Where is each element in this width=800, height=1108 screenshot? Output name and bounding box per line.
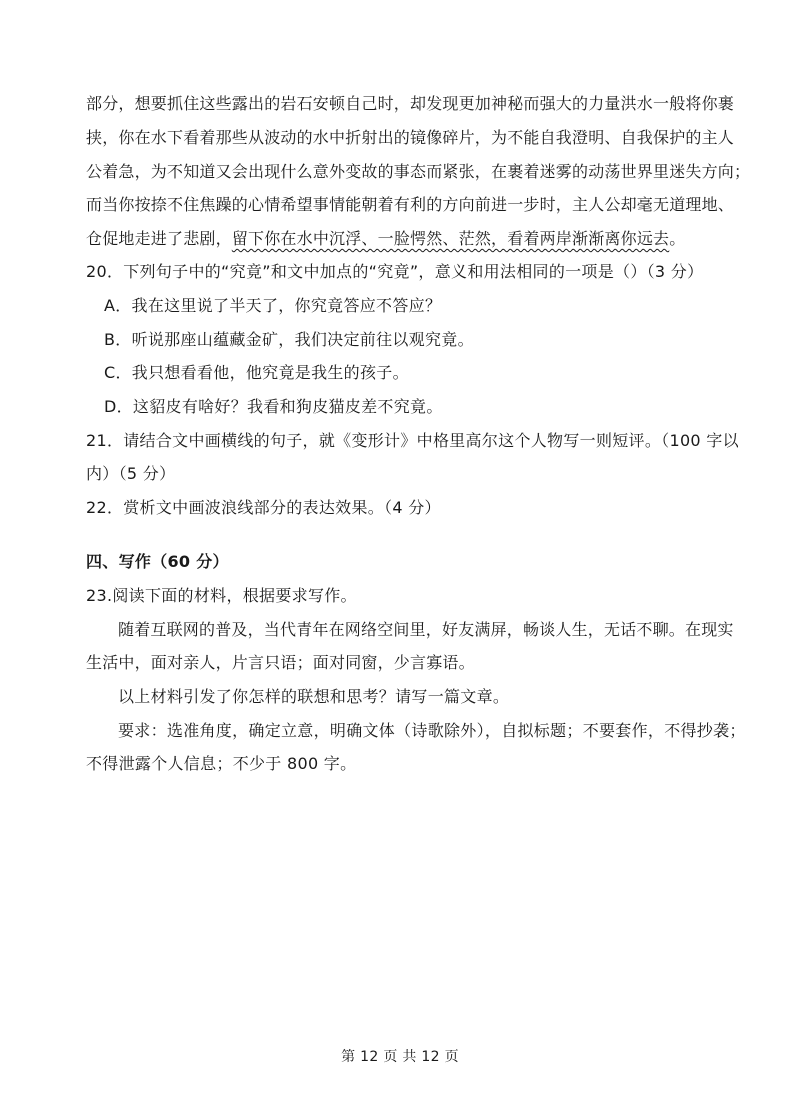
question-23: 23.阅读下面的材料，根据要求写作。	[86, 586, 357, 605]
passage-line-4: 而当你按捺不住焦躁的心情希望事情能朝着有利的方向前进一步时，主人公却毫无道理地、	[86, 195, 735, 214]
passage-line-1: 部分，想要抓住这些露出的岩石安顿自己时，却发现更加神秘而强大的力量洪水一般将你裹	[86, 94, 735, 113]
question-20-option-b: B．听说那座山蕴藏金矿，我们决定前往以观究竟。	[104, 330, 474, 349]
writing-requirements-line-1: 要求：选准角度，确定立意，明确文体（诗歌除外），自拟标题；不要套作，不得抄袭；	[118, 721, 746, 740]
material-line-1: 随着互联网的普及，当代青年在网络空间里，好友满屏，畅谈人生，无话不聊。在现实	[118, 620, 734, 639]
writing-requirements-line-2: 不得泄露个人信息；不少于 800 字。	[86, 754, 357, 773]
question-20-option-c: C．我只想看看他，他究竟是我生的孩子。	[104, 363, 409, 382]
question-20-option-d: D．这貂皮有啥好？我看和狗皮猫皮差不究竟。	[104, 397, 443, 416]
passage-line-5-end: 。	[669, 229, 686, 248]
wavy-underlined-sentence: 留下你在水中沉浮、一脸愕然、茫然，看着两岸渐渐离你远去	[231, 229, 670, 248]
passage-line-5-plain: 仓促地走进了悲剧，	[86, 229, 232, 248]
question-21-line-1: 21．请结合文中画横线的句子，就《变形计》中格里高尔这个人物写一则短评。（100 字以	[86, 431, 739, 450]
writing-prompt: 以上材料引发了你怎样的联想和思考？请写一篇文章。	[118, 687, 510, 706]
question-20-option-a: A．我在这里说了半天了，你究竟答应不答应？	[104, 296, 442, 315]
question-21-line-2: 内）（5 分）	[86, 464, 176, 483]
question-20-stem: 20．下列句子中的“究竟”和文中加点的“究竟”，意义和用法相同的一项是（）（3 分）	[86, 262, 704, 281]
passage-line-3: 公着急，为不知道又会出现什么意外变故的事态而紧张，在裹着迷雾的动荡世界里迷失方向；	[86, 162, 751, 181]
passage-line-2: 挟，你在水下看着那些从波动的水中折射出的镜像碎片，为不能自我澄明、自我保护的主人	[86, 128, 735, 147]
section-heading-writing: 四、写作（60 分）	[86, 552, 229, 571]
page-number-footer: 第 12 页 共 12 页	[341, 1049, 459, 1065]
material-line-2: 生活中，面对亲人，片言只语；面对同窗，少言寡语。	[86, 653, 475, 672]
passage-line-5	[86, 229, 685, 249]
question-22: 22．赏析文中画波浪线部分的表达效果。（4 分）	[86, 498, 441, 517]
